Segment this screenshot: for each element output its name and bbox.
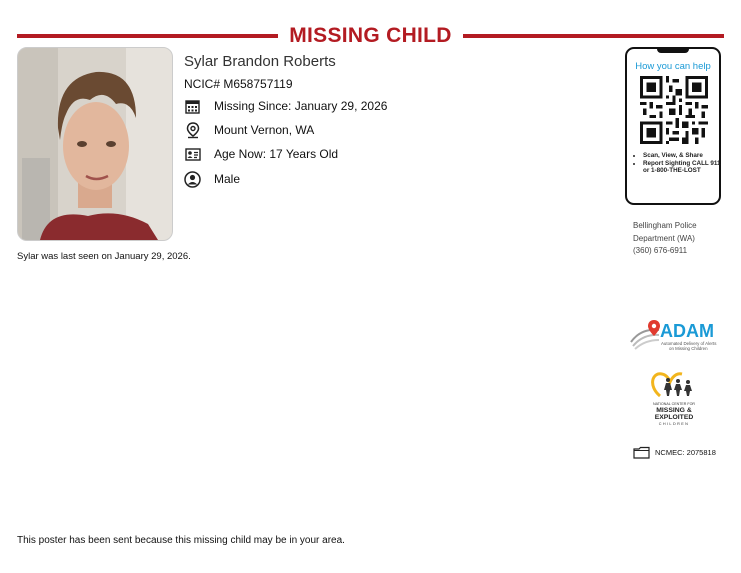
child-name: Sylar Brandon Roberts bbox=[184, 53, 336, 70]
ncmec-line4: CHILDREN bbox=[658, 422, 690, 426]
age-row bbox=[184, 144, 338, 164]
agency-phone: (360) 676-6911 bbox=[633, 246, 688, 255]
adam-logo bbox=[629, 318, 719, 354]
missing-since-row bbox=[184, 96, 387, 116]
agency-contact bbox=[633, 220, 697, 258]
phone-notch bbox=[657, 48, 689, 53]
adam-subtitle-1: Automated Delivery of Alerts bbox=[661, 341, 717, 346]
help-item-report: • Report Sighting CALL 911 or 1-800-THE-LOST bbox=[643, 160, 721, 175]
how-to-help-card bbox=[625, 47, 721, 205]
location-text: Mount Vernon, WA bbox=[214, 123, 315, 137]
help-heading: How you can help bbox=[635, 61, 711, 72]
help-item-scan: • Scan, View, & Share bbox=[643, 152, 721, 160]
ncmec-line1: NATIONAL CENTER FOR bbox=[653, 402, 695, 406]
poster-title: MISSING CHILD bbox=[289, 24, 452, 47]
adam-subtitle-2: on Missing Children bbox=[669, 346, 708, 351]
help-list bbox=[631, 152, 721, 175]
adam-wordmark: ADAM bbox=[660, 321, 714, 341]
person-icon bbox=[184, 171, 201, 188]
sex-row bbox=[184, 169, 240, 189]
case-number bbox=[633, 446, 716, 459]
ncmec-line3: EXPLOITED bbox=[654, 414, 694, 421]
folder-icon bbox=[633, 446, 650, 459]
ncmec-logo bbox=[646, 370, 702, 428]
map-pin-icon bbox=[184, 122, 201, 139]
qr-code[interactable] bbox=[640, 76, 708, 144]
ncmec-line2: MISSING & bbox=[656, 407, 692, 414]
agency-line1: Bellingham Police bbox=[633, 221, 697, 230]
child-photo bbox=[17, 47, 173, 241]
footer-text: This poster has been sent because this missing child may be in your area. bbox=[17, 535, 345, 546]
agency-line2: Department (WA) bbox=[633, 233, 695, 243]
case-number-text: NCMEC: 2075818 bbox=[655, 448, 716, 457]
age-text: Age Now: 17 Years Old bbox=[214, 147, 339, 161]
ncic-number: NCIC# M658757119 bbox=[184, 77, 293, 91]
last-seen-text: Sylar was last seen on January 29, 2026. bbox=[17, 251, 191, 262]
sex-text: Male bbox=[214, 172, 241, 186]
id-card-icon bbox=[184, 146, 201, 163]
location-row bbox=[184, 120, 314, 140]
calendar-icon bbox=[184, 98, 201, 115]
missing-since-text: Missing Since: January 29, 2026 bbox=[214, 99, 388, 113]
